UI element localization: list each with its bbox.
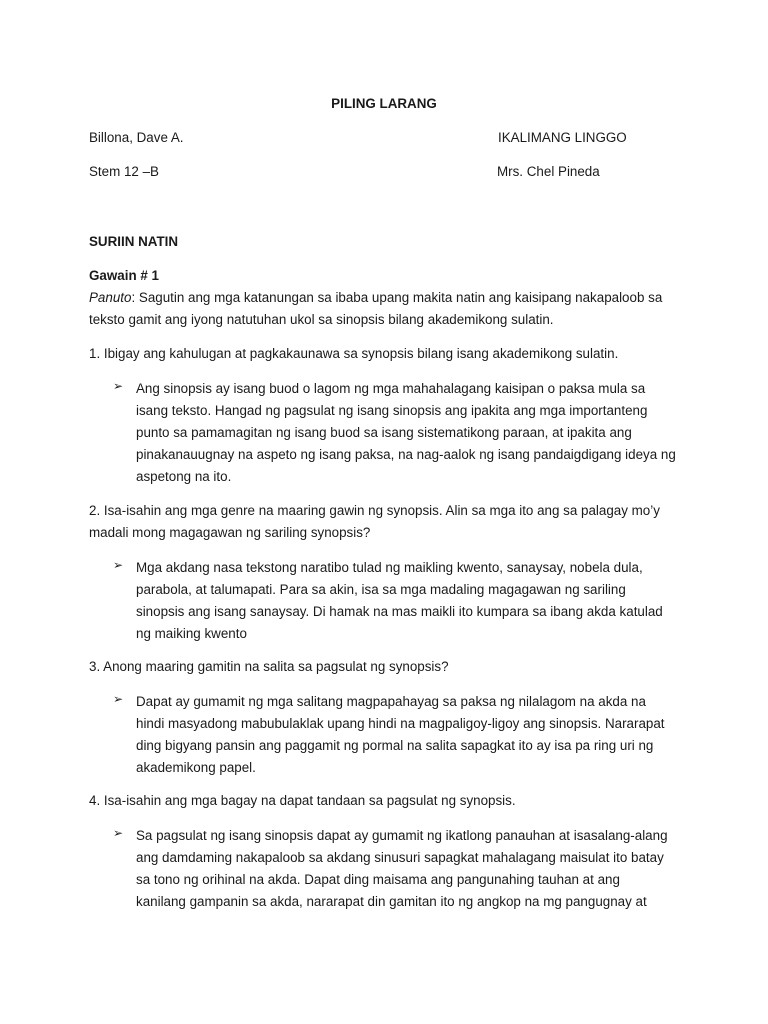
answer-line: ding bigyang pansin ang paggamit ng pormal na salita sapagkat ito ay isa pa ring uri ng [136, 738, 654, 753]
student-name: Billona, Dave A. [89, 130, 184, 145]
instruction-text: : Sagutin ang mga katanungan sa ibaba upang makita natin ang kaisipang nakapaloob sa [131, 290, 663, 305]
question-1 [89, 343, 689, 365]
teacher-name: Mrs. Chel Pineda [497, 164, 600, 179]
answer-line: sa tono ng orihinal na akda. Dapat ding maisama ang pangunahing tauhan at ang [136, 872, 620, 887]
instruction-paragraph [89, 287, 689, 331]
answer-line: Ang sinopsis ay isang buod o lagom ng mga mahahalagang kaisipan o paksa mula sa [136, 381, 646, 396]
document-title: PILING LARANG [331, 96, 437, 111]
question-text: madali mong magagawan ng sariling synopsis? [89, 525, 371, 540]
answer-line: sinopsis ang isang sanaysay. Di hamak na mas maikli ito kumpara sa ibang akda katulad [136, 604, 663, 619]
activity-title: Gawain # 1 [89, 268, 159, 283]
answer-line: hindi masyadong mabubulaklak upang hindi na magpaligoy-ligoy ang sinopsis. Nararapat [136, 716, 665, 731]
section-heading: SURIIN NATIN [89, 234, 179, 249]
answer-line: Mga akdang nasa tekstong naratibo tulad ng maikling kwento, sanaysay, nobela dula, [136, 560, 643, 575]
answer-line: ng maiking kwento [136, 626, 247, 641]
answer-line: punto sa pamamagitan ng isang buod sa isang sistematikong paraan, at ipakita ang [136, 425, 632, 440]
answer-line: pinakanauugnay na aspeto ng isang paksa, na nag-aalok ng isang pandaigdigang ideya ng [136, 447, 676, 462]
answer-line: akademikong papel. [136, 760, 256, 775]
answer-line: Dapat ay gumamit ng mga salitang magpapahayag sa paksa ng nilalagom na akda na [136, 694, 646, 709]
week-label: IKALIMANG LINGGO [498, 130, 627, 145]
answer-line: parabola, at talumapati. Para sa akin, isa sa mga madaling magagawan ng sariling [136, 582, 626, 597]
class-section: Stem 12 –B [89, 164, 159, 179]
answer-line: kanilang gampanin sa akda, nararapat din gamitan ito ng angkop na mg pangugnay at [136, 894, 647, 909]
arrow-bullet-icon: ➢ [113, 379, 124, 393]
answer-line: ang damdaming nakapaloob sa akdang sinusuri sapagkat mahalagang maisulat ito batay [136, 850, 664, 865]
question-text: 4. Isa-isahin ang mga bagay na dapat tandaan sa pagsulat ng synopsis. [89, 793, 516, 808]
answer-line: Sa pagsulat ng isang sinopsis dapat ay gumamit ng ikatlong panauhan at isasalang-alang [136, 828, 668, 843]
question-4 [89, 790, 689, 812]
arrow-bullet-icon: ➢ [113, 692, 124, 706]
question-2 [89, 500, 689, 544]
arrow-bullet-icon: ➢ [113, 558, 124, 572]
instruction-label: Panuto [89, 290, 132, 305]
answer-line: aspetong na ito. [136, 469, 232, 484]
instruction-text: teksto gamit ang iyong natutuhan ukol sa sinopsis bilang akademikong sulatin. [89, 312, 554, 327]
question-text: 2. Isa-isahin ang mga genre na maaring gawin ng synopsis. Alin sa mga ito ang sa palagay mo’y [89, 503, 660, 518]
answer-line: isang teksto. Hangad ng pagsulat ng isang sinopsis ang ipakita ang mga importanteng [136, 403, 648, 418]
question-text: 3. Anong maaring gamitin na salita sa pagsulat ng synopsis? [89, 659, 449, 674]
question-3 [89, 656, 689, 678]
question-text: 1. Ibigay ang kahulugan at pagkakaunawa sa synopsis bilang isang akademikong sulatin. [89, 346, 619, 361]
arrow-bullet-icon: ➢ [113, 826, 124, 840]
